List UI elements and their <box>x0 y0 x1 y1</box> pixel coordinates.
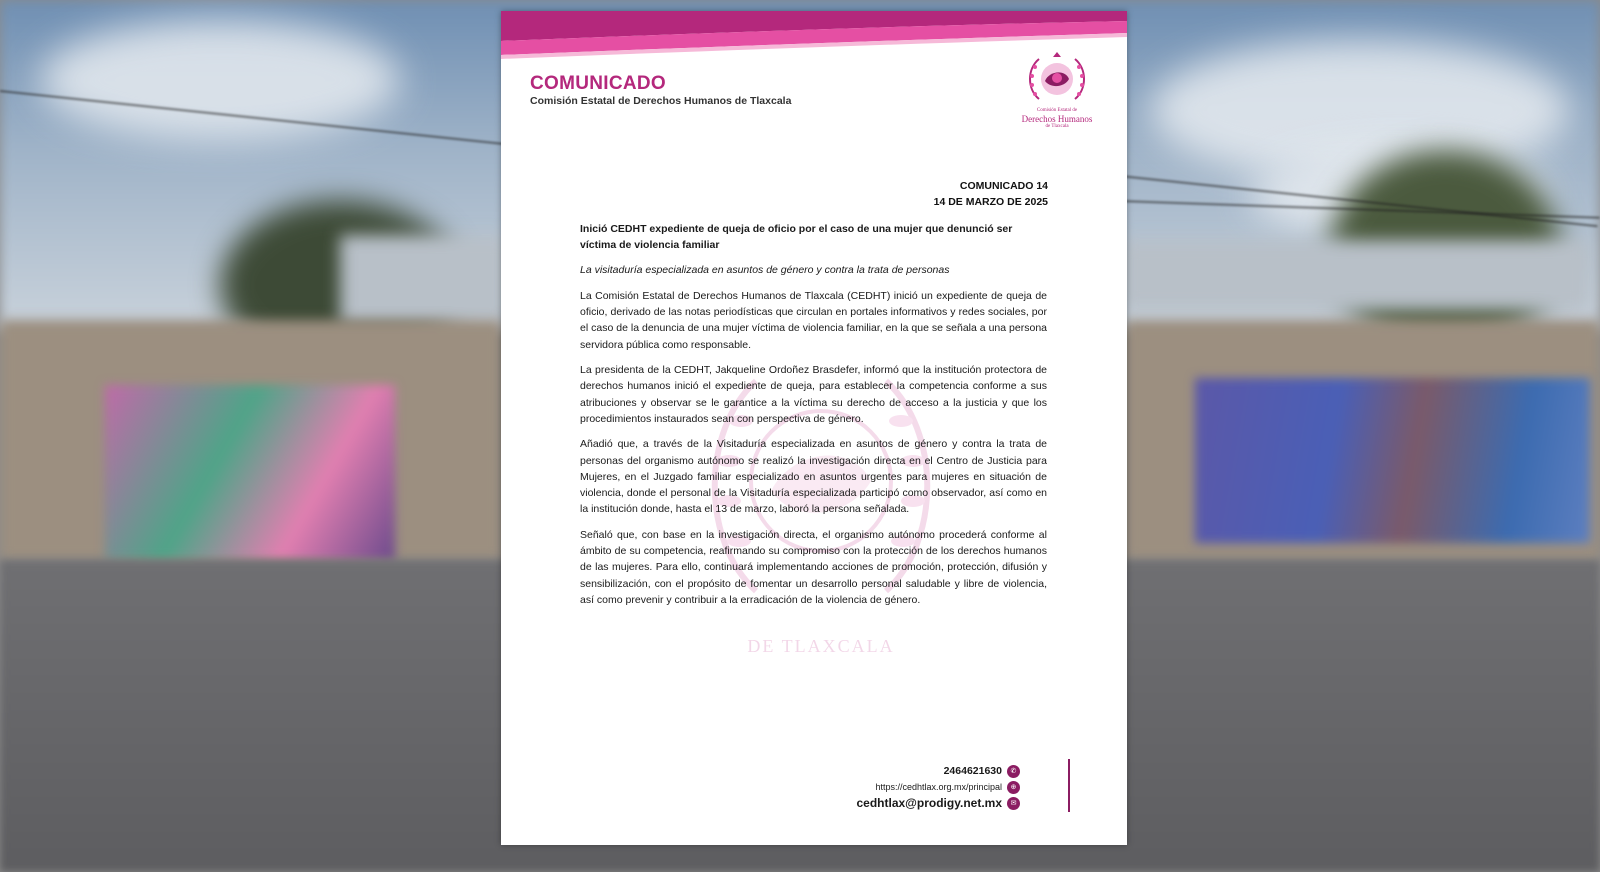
document-type-title: COMUNICADO <box>530 73 666 94</box>
paragraph: Señaló que, con base en la investigación directa, el organismo autónomo procederá conforme al ámbito de su competencia, reafirmando su compromiso con la protección de los derechos humanos de las mujeres. Para ello, continuará implementando acciones de promoción, protección, difusión y sensibilización, con el propósito de fomentar un desarrollo personal saludable y libre de violencia, así como prevenir y contribuir a la erradicación de la violencia de género. <box>580 528 1047 606</box>
phone-icon: ✆ <box>1007 765 1020 778</box>
article-title: Inició CEDHT expediente de queja de oficio por el caso de una mujer que denunció ser víctima de violencia familiar <box>580 223 1013 252</box>
website-link[interactable]: https://cedhtlax.org.mx/principal <box>875 782 1002 792</box>
communique-number: COMUNICADO 14 <box>959 180 1048 192</box>
reference-block <box>934 178 1048 210</box>
mural-right <box>1195 378 1590 543</box>
globe-icon: ⊕ <box>1007 781 1020 794</box>
paragraph: Añadió que, a través de la Visitaduría especializada en asuntos de género y contra la trata de personas del organismo autónomo se realizó la investigación directa en el Centro de Justicia para Mujeres, en el Juzgado familiar especializado en asuntos urgentes para mujeres en situación de violencia, donde el personal de la Visitaduría especializada participó como observador, así como en la institución donde, hasta el 13 de marzo, laboró la persona señalada. <box>580 438 1047 516</box>
logo-text-line3: de Tlaxcala <box>1045 124 1069 129</box>
contact-divider <box>1068 759 1070 812</box>
cloud <box>40 20 400 140</box>
organization-name: Comisión Estatal de Derechos Humanos de Tlaxcala <box>530 95 792 107</box>
email-link[interactable]: cedhtlax@prodigy.net.mx <box>856 796 1002 810</box>
logo-emblem-icon <box>1009 49 1105 109</box>
cedht-logo <box>1009 49 1105 131</box>
mural-left <box>105 385 395 560</box>
roof <box>340 235 510 325</box>
document-page <box>501 11 1127 845</box>
article-subtitle: La visitaduría especializada en asuntos de género y contra la trata de personas <box>580 263 950 276</box>
logo-text-line2: Derechos Humanos <box>1021 114 1093 124</box>
contact-block <box>856 763 1020 811</box>
article-body <box>580 221 1047 617</box>
logo-text-line1: Comisión Estatal de <box>1036 108 1078 113</box>
contact-phone: 2464621630 <box>943 765 1002 777</box>
paragraph: La presidenta de la CEDHT, Jakqueline Ordoñez Brasdefer, informó que la institución protectora de derechos humanos inició el expediente de queja, para establecer la competencia conforme a sus atribuciones y observar se le garantice a la víctima su derecho de acceso a la justicia y que los procedimientos instaurados sean con perspectiva de género. <box>580 364 1047 425</box>
paragraph: La Comisión Estatal de Derechos Humanos de Tlaxcala (CEDHT) inició un expediente de queja de oficio, derivado de las notas periodísticas que circulan en portales informativos y redes sociales, por el caso de la denuncia de una mujer víctima de violencia familiar, en la que se señala a una persona servidora pública como responsable. <box>580 289 1047 351</box>
watermark-text: DE TLAXCALA <box>747 636 895 656</box>
communique-date: 14 DE MARZO DE 2025 <box>933 196 1048 208</box>
roof <box>1120 240 1590 310</box>
contact-email-row[interactable] <box>856 795 1020 811</box>
contact-url-row[interactable] <box>856 779 1020 795</box>
mail-icon: ✉ <box>1007 797 1020 810</box>
contact-phone-row <box>856 763 1020 779</box>
